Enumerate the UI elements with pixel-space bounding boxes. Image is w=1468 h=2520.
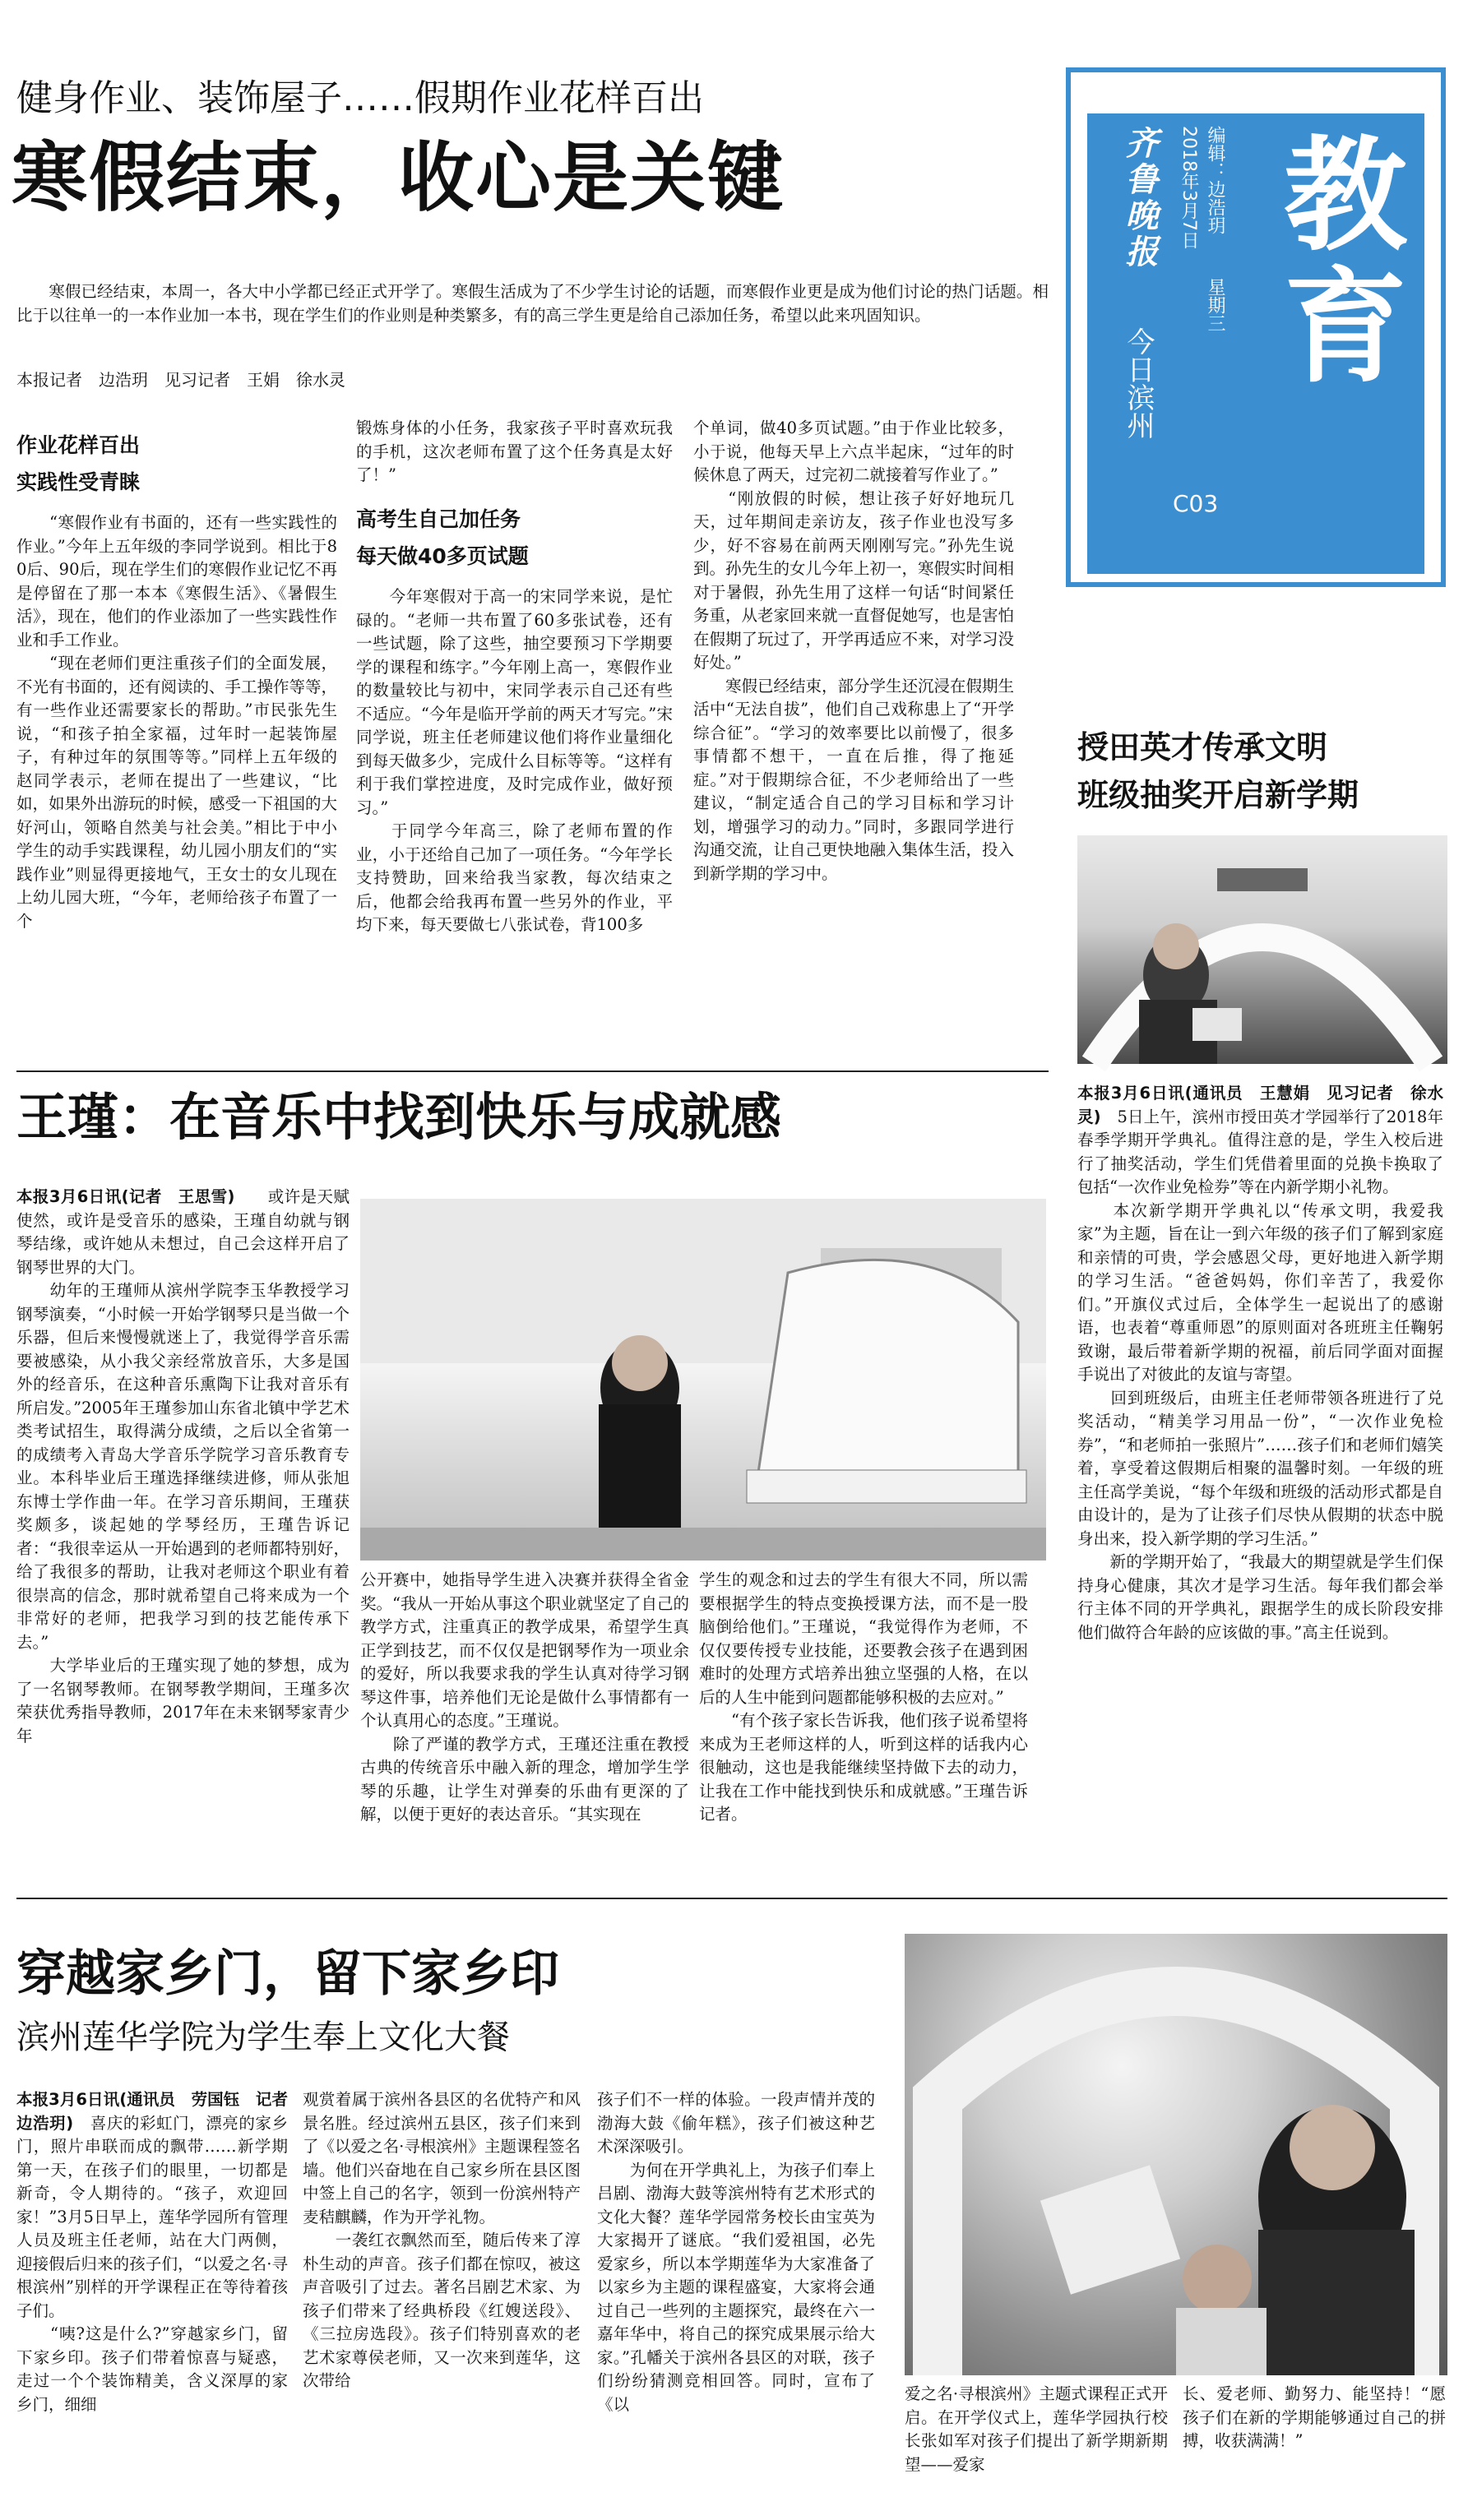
article1-subhead2-line1: 高考生自己加任务	[356, 507, 521, 531]
article3-col3: 学生的观念和过去的学生有很大不同，所以需要根据学生的特点变换授课方法，而不是一股脑倒给他们。”王瑾说，“我觉得作为老师，不仅仅要传授专业技能，还要教会孩子在遇到困难时的处理方式培养出独立坚强的人格，在以后的人生中能到问题都能够积极的去应对。” “有个孩子家长告诉我，他们孩子说希望将来成为王老师这样的人，听到这样的话我内心很触动，这也是我能继续坚持做下去的动力，让我在工作中能找到快乐和成就感。”王瑾告诉记者。	[699, 1570, 1028, 1824]
masthead-date: 2018年3月7日	[1179, 126, 1199, 249]
article3-col1	[16, 1186, 350, 1876]
article4-col1-text: 喜庆的彩虹门，漂亮的家乡门，照片串联而成的飘带……新学期第一天，在孩子们的眼里，一切都是新奇，令人期待的。“孩子，欢迎回家！”3月5日早上，莲华学园所有管理人员及班主任老师，站在大门两侧，迎接假后归来的孩子们，“以爱之名·寻根滨州”别样的开学课程正在等待着孩子们。 “咦?这是什么?”穿越家乡门，留下家乡印。孩子们带着惊喜与疑惑，走过一个个装饰精美，含义深厚的家乡门，细细	[16, 2113, 288, 2414]
article1-headline: 寒假结束，收心是关键	[12, 134, 785, 222]
article4-col5: 长、爱老师、勤努力、能坚持！“愿孩子们在新的学期能够通过自己的拼搏，收获满满！”	[1183, 2384, 1446, 2450]
article1-col1: “寒假作业有书面的，还有一些实践性的作业。”今年上五年级的李同学说到。相比于80后、90后，现在学生们的寒假作业记忆不再是停留在了那一本本《寒假生活》、《暑假生活》，现在，他们的作业添加了一些实践性作业和手工作业。 “现在老师们更注重孩子们的全面发展，不光有书面的，还有阅读的、手工操作等等，有一些作业还需要家长的帮助。”市民张先生说，“和孩子拍全家福，过年时一起装饰屋子，有种过年的氛围等等。”同样上五年级的赵同学表示，老师在提出了一些建议，“比如，如果外出游玩的时候，感受一下祖国的大好河山，领略自然美与社会美。”相比于中小学生的动手实践课程，幼儿园小朋友们的“实践作业”则显得更接地气，王女士的女儿现在上幼儿园大班，“今年，老师给孩子布置了一个	[16, 513, 338, 931]
article2-text: 5日上午，滨州市授田英才学园举行了2018年春季学期开学典礼。值得注意的是，学生入校后进行了抽奖活动，学生们凭借着里面的兑换卡换取了包括“一次作业免检券”等在内新学期小礼物。 本次新学期开学典礼以“传承文明，我爱我家”为主题，旨在让一到六年级的孩子们了解到家庭和亲情的可贵，学会感恩父母，更好地进入新学期的学习生活。“爸爸妈妈，你们辛苦了，我爱你们。”开旗仪式过后，全体学生一起说出了的感谢语，也表着“尊重师恩”的原则面对各班班主任鞠躬致谢，最后带着新学期的祝福，前后同学面对面握手说出了对彼此的友谊与寄望。 回到班级后，由班主任老师带领各班进行了兑奖活动，“精美学习用品一份”，“一次作业免检券”，“和老师拍一张照片”……孩子们和老师们嬉笑着，享受着这假期后相聚的温馨时刻。一年级的班主任高学美说，“每个年级和班级的活动形式都是自由设计的，是为了让孩子们尽快从假期的状态中脱身出来，投入新学期的学习生活。” 新的学期开始了，“我最大的期望就是学生们保持身心健康，其次才是学习生活。每年我们都会举行主体不同的开学典礼，跟据学生的成长阶段安排他们做符合年龄的应该做的事。”高主任说到。	[1077, 1107, 1443, 1642]
article4-subtitle: 滨州莲华学院为学生奉上文化大餐	[16, 2018, 510, 2056]
masthead-section-title: 教育	[1262, 130, 1405, 393]
article1-subhead1-line1: 作业花样百出	[16, 433, 141, 457]
article4-col4: 爱之名·寻根滨州》主题式课程正式开启。在开学仪式上，莲华学园执行校长张如军对孩子们提出了新学期新期望——爱家	[905, 2384, 1168, 2474]
graduation-photo	[1077, 835, 1447, 1064]
article1-col2a: 锻炼身体的小任务，我家孩子平时喜欢玩我的手机，这次老师布置了这个任务真是太好了！”	[356, 418, 673, 484]
section-masthead	[1066, 67, 1446, 587]
piano-teacher-photo	[360, 1199, 1046, 1561]
piano-teacher-photo-art	[360, 1199, 1046, 1561]
article4-byline: 本报3月6日讯(通讯员 劳国钰 记者 边浩玥)	[16, 2090, 304, 2133]
masthead-paper-logo: 齐鲁晚报	[1120, 126, 1159, 270]
article2-body	[1077, 1082, 1443, 1884]
article4-col3: 孩子们不一样的体验。一段声情并茂的渤海大鼓《偷年糕》，孩子们被这种艺术深深吸引。 为何在开学典礼上，为孩子们奉上吕剧、渤海大鼓等滨州特有艺术形式的文化大餐？莲华学园常务校长由宝英为大家揭开了谜底。“我们爱祖国，必先爱家乡，所以本学期莲华为大家准备了以家乡为主题的课程盛宴，大家将会通过自己一些列的主题探究，最终在六一嘉年华中，将自己的探究成果展示给大家。”孔幡关于滨州各县区的对联，孩子们纷纷猜测竞相回答。同时，宣布了《以	[597, 2090, 875, 2414]
article3-headline: 王瑾：在音乐中找到快乐与成就感	[16, 1087, 782, 1147]
graduation-photo-art	[1077, 835, 1447, 1064]
section-divider-1	[16, 1070, 1049, 1072]
article1-col2b: 今年寒假对于高一的宋同学来说，是忙碌的。“老师一共布置了60多张试卷，还有一些试题，除了这些，抽空要预习下学期要学的课程和练字。”今年刚上高一，寒假作业的数量较比与初中，宋同学表示自己还有些不适应。“今年是临开学前的两天才写完。”宋同学说，班主任老师建议他们将作业量细化到每天做多少，完成什么目标等等。“这样有利于我们掌控进度，及时完成作业，做好预习。” 于同学今年高三，除了老师布置的作业，小于还给自己加了一项任务。“今年学长支持赞助，回来给我当家教，每次结束之后，他都会给我再布置一些另外的作业，平均下来，每天要做七八张试卷，背100多	[356, 587, 673, 934]
article1-lead: 寒假已经结束，本周一，各大中小学都已经正式开学了。寒假生活成为了不少学生讨论的话题，而寒假作业更是成为他们讨论的热门话题。相比于以往单一的一本作业加一本书，现在学生们的作业则是种类繁多，有的高三学生更是给自己添加任务，希望以此来巩固知识。	[16, 282, 1049, 325]
article2-headline: 授田英才传承文明 班级抽奖开启新学期	[1077, 729, 1359, 813]
section-divider-2	[16, 1898, 1447, 1899]
article4-col2: 观赏着属于滨州各县区的名优特产和风景名胜。经过滨州五县区，孩子们来到了《以爱之名·寻根滨州》主题课程签名墙。他们兴奋地在自己家乡所在县区图中签上自己的名字，领到一份滨州特产麦秸麒麟，作为开学礼物。 一袭红衣飘然而至，随后传来了淳朴生动的声音。孩子们都在惊叹，被这声音吸引了过去。著名吕剧艺术家、为孩子们带来了经典桥段《红嫂送段》、《三拉房选段》。孩子们特别喜欢的老艺术家尊侯老师，又一次来到莲华，这次带给	[303, 2090, 581, 2390]
article3-col1-text: 或许是天赋使然，或许是受音乐的感染，王瑾自幼就与钢琴结缘，或许她从未想过，自己会这样开启了钢琴世界的大门。 幼年的王瑾师从滨州学院李玉华教授学习钢琴演奏，“小时候一开始学钢琴只是当做一个乐器，但后来慢慢就迷上了，我觉得学音乐需要被感染，从小我父亲经常放音乐，大多是国外的经音乐，在这种音乐熏陶下让我对音乐有所启发。”2005年王瑾参加山东省北镇中学艺术类考试招生，取得满分成绩，之后以全省第一的成绩考入青岛大学音乐学院学习音乐教育专业。本科毕业后王瑾选择继续进修，师从张旭东博士学作曲一年。在学习音乐期间，王瑾获奖颇多，谈起她的学琴经历，王瑾告诉记者：“我很幸运从一开始遇到的老师都特别好，给了我很多的帮助，让我对老师这个职业有着很崇高的信念，那时就希望自己将来成为一个非常好的老师，把我学习到的技艺能传承下去。” 大学毕业后的王瑾实现了她的梦想，成为了一名钢琴教师。在钢琴教学期间，王瑾多次荣获优秀指导教师，2017年在未来钢琴家青少年	[16, 1187, 350, 1746]
article1-subhead1-line2: 实践性受青睐	[16, 470, 141, 494]
masthead-page-number: C03	[1173, 490, 1219, 517]
article2-byline: 本报3月6日讯(通讯员 王慧娟 见习记者 徐水灵)	[1077, 1084, 1443, 1126]
article1-col3: 个单词，做40多页试题。”由于作业比较多，小于说，他每天早上六点半起床，“过年的时候休息了两天，过完初二就接着写作业了。” “刚放假的时候，想让孩子好好地玩几天，过年期间走亲访友，孩子作业也没写多少，好不容易在前两天刚刚写完。”孙先生说到。孙先生的女儿今年上初一，寒假实时间相对于暑假，孙先生用了这样一句话“时间紧任务重，从老家回来就一直督促她写，也是害怕在假期了玩过了，开学再适应不来，对学习没好处。” 寒假已经结束，部分学生还沉浸在假期生活中“无法自拔”，他们自己戏称患上了“开学综合征”。“学习的效率要比以前慢了，很多事情都不想干，一直在后推，得了拖延症。”对于假期综合征，不少老师给出了一些建议，“制定适合自己的学习目标和学习计划，增强学习的动力。”同时，多跟同学进行沟通交流，让自己更快地融入集体生活，投入到新学期的学习中。	[693, 418, 1015, 883]
article4-headline: 穿越家乡门，留下家乡印	[16, 1945, 559, 2003]
article3-col2: 公开赛中，她指导学生进入决赛并获得全省金奖。“我从一开始从事这个职业就坚定了自己的教学方式，注重真正的教学成果，希望学生真正学到技艺，而不仅仅是把钢琴作为一项业余的爱好，所以我要求我的学生认真对待学习钢琴这件事，培养他们无论是做什么事情都有一个认真用心的态度。”王瑾说。 除了严谨的教学方式，王瑾还注重在教授古典的传统音乐中融入新的理念，增加学生学琴的乐趣，让学生对弹奏的乐曲有更深的了解，以便于更好的表达音乐。“其实现在	[360, 1570, 689, 1824]
masthead-edition: 今日滨州	[1122, 327, 1155, 439]
article3-byline: 本报3月6日讯(记者 王思雪)	[16, 1187, 235, 1206]
flower-arch-photo	[905, 1934, 1447, 2375]
article4-col1	[16, 2088, 304, 2512]
masthead-blue-panel	[1087, 113, 1424, 574]
masthead-weekday: 星期三	[1205, 278, 1225, 332]
masthead-editor: 编辑：边浩玥	[1205, 126, 1225, 234]
article1-kicker: 健身作业、装饰屋子……假期作业花样百出	[16, 77, 704, 119]
article1-byline: 本报记者 边浩玥 见习记者 王娟 徐水灵	[16, 370, 345, 390]
flower-arch-photo-art	[905, 1934, 1447, 2375]
article1-subhead2-line2: 每天做40多页试题	[356, 544, 529, 568]
